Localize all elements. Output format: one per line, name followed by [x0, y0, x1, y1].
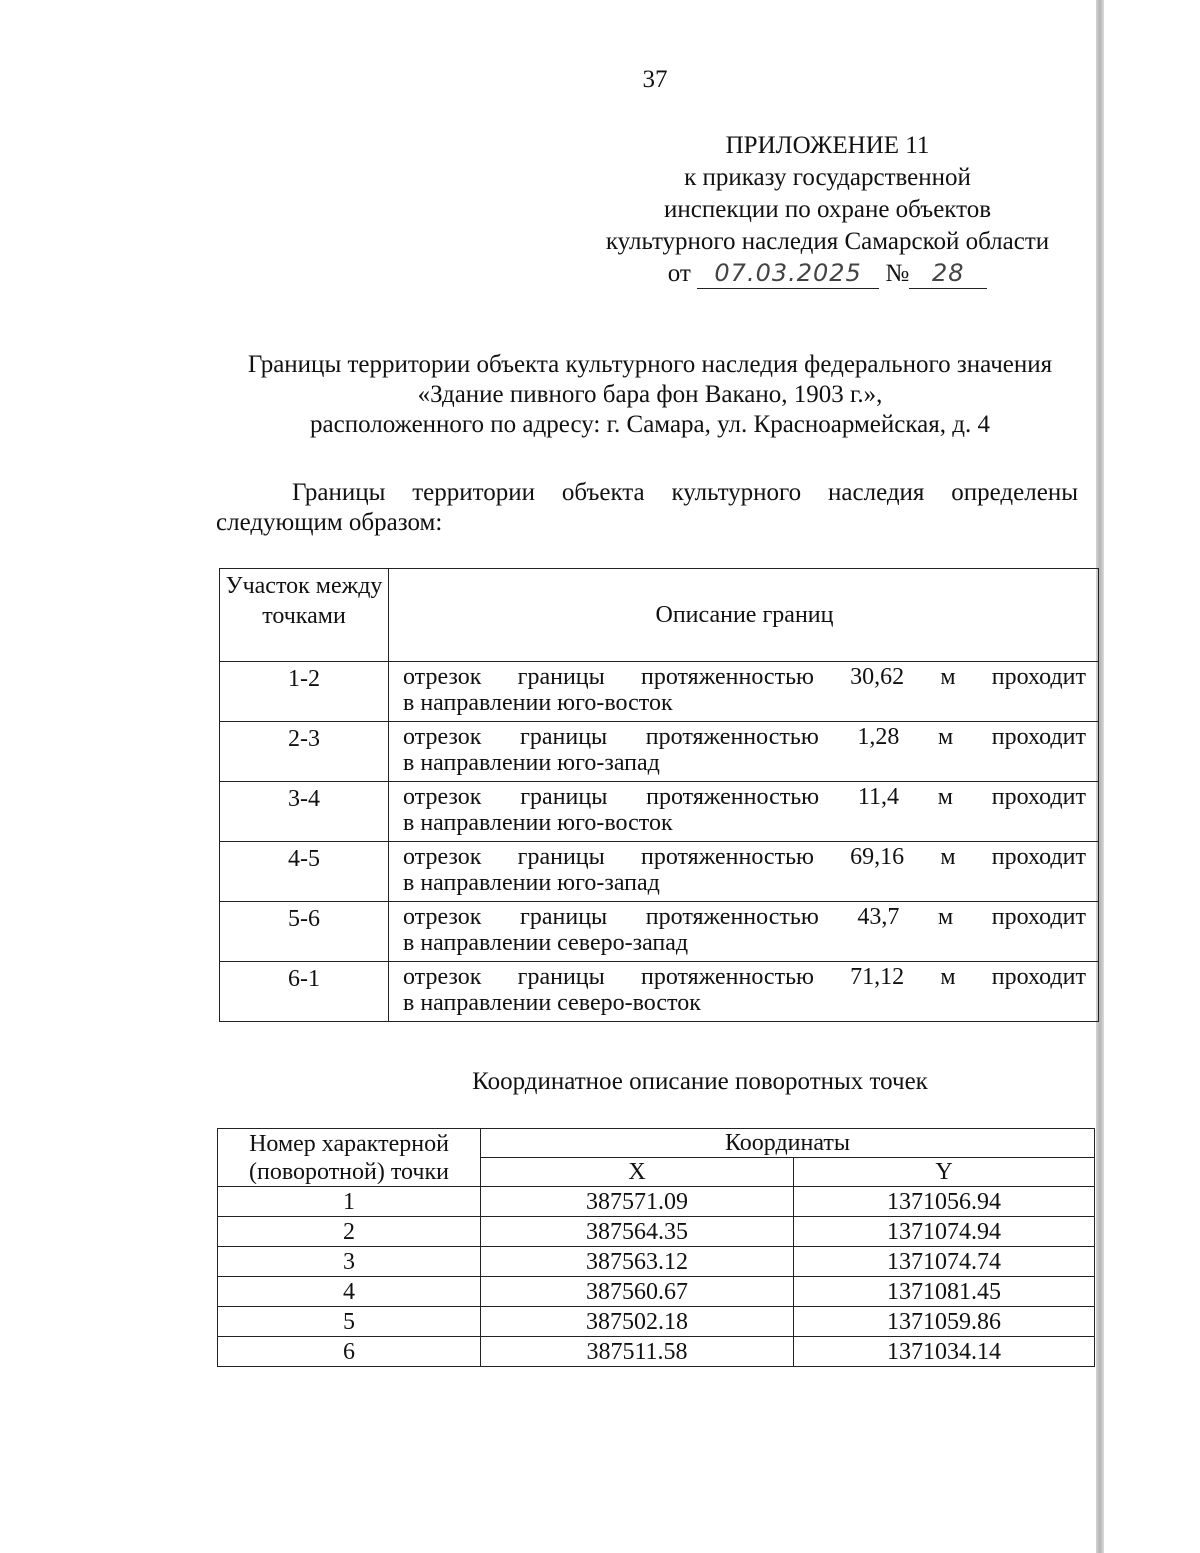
- intro-paragraph: [216, 478, 1078, 538]
- word: границы: [520, 784, 608, 810]
- segment-direction: в направлении юго-восток: [403, 810, 673, 836]
- word: отрезок: [403, 664, 482, 690]
- x-coordinate-cell: 387563.12: [481, 1247, 794, 1277]
- title-line-3: расположенного по адресу: г. Самара, ул. Красноармейская, д. 4: [310, 411, 990, 438]
- word: отрезок: [403, 964, 482, 990]
- x-coordinate-cell: 387511.58: [481, 1337, 794, 1367]
- segment-length: 43,7: [857, 904, 900, 930]
- boundary-row: [220, 782, 1099, 842]
- header-x: X: [481, 1158, 794, 1187]
- from-label: от: [667, 260, 691, 287]
- segment-direction: в направлении северо-запад: [403, 930, 689, 956]
- segment-cell: 4-5: [220, 842, 389, 902]
- word: протяженностью: [645, 904, 819, 930]
- description-cell: [389, 902, 1099, 962]
- order-date-line: [668, 258, 987, 290]
- description-line-1: [403, 664, 1086, 690]
- segment-direction: в направлении северо-восток: [403, 990, 701, 1016]
- coordinate-row: [218, 1307, 1095, 1337]
- word: проходит: [991, 964, 1086, 990]
- description-line-1: [403, 784, 1086, 810]
- description-cell: [389, 962, 1099, 1022]
- word: границы: [517, 964, 605, 990]
- length-unit: м: [940, 844, 956, 870]
- segment-cell: 5-6: [220, 902, 389, 962]
- segment-cell: 6-1: [220, 962, 389, 1022]
- length-unit: м: [940, 664, 956, 690]
- segment-direction: в направлении юго-запад: [403, 870, 660, 896]
- length-unit: м: [940, 964, 956, 990]
- word: отрезок: [403, 784, 482, 810]
- segment-cell: 3-4: [220, 782, 389, 842]
- coordinates-table: [217, 1128, 1095, 1367]
- segment-length: 71,12: [850, 964, 905, 990]
- length-unit: м: [937, 784, 953, 810]
- word: отрезок: [403, 844, 482, 870]
- boundary-row: [220, 962, 1099, 1022]
- boundary-row: [220, 662, 1099, 722]
- segment-length: 30,62: [850, 664, 905, 690]
- y-coordinate-cell: 1371034.14: [794, 1337, 1095, 1367]
- segment-direction: в направлении юго-запад: [403, 750, 660, 776]
- header-coordinates: Координаты: [481, 1129, 1095, 1158]
- coordinate-row: [218, 1247, 1095, 1277]
- point-number-cell: 5: [218, 1307, 481, 1337]
- segment-length: 1,28: [857, 724, 900, 750]
- appendix-line-3: культурного наследия Самарской области: [605, 228, 1050, 255]
- word: протяженностью: [645, 724, 819, 750]
- word: протяженностью: [640, 844, 814, 870]
- word: границы: [517, 664, 605, 690]
- coordinate-row: [218, 1187, 1095, 1217]
- order-number: [909, 259, 987, 289]
- coordinates-title: Координатное описание поворотных точек: [472, 1068, 928, 1095]
- description-cell: [389, 782, 1099, 842]
- word: проходит: [991, 664, 1086, 690]
- word: проходит: [991, 724, 1086, 750]
- boundary-row: [220, 902, 1099, 962]
- point-number-cell: 6: [218, 1337, 481, 1367]
- description-cell: [389, 662, 1099, 722]
- appendix-title: ПРИЛОЖЕНИЕ 11: [725, 132, 930, 159]
- word: протяженностью: [646, 784, 820, 810]
- word: проходит: [991, 904, 1086, 930]
- header-point-line-1: Номер характерной: [249, 1130, 449, 1157]
- description-line-1: [403, 964, 1086, 990]
- segment-cell: 2-3: [220, 722, 389, 782]
- order-date: [697, 259, 879, 289]
- word: границы: [520, 904, 608, 930]
- word: границы: [517, 844, 605, 870]
- description-line-1: [403, 904, 1086, 930]
- boundary-row: [220, 722, 1099, 782]
- y-coordinate-cell: 1371074.94: [794, 1217, 1095, 1247]
- y-coordinate-cell: 1371059.86: [794, 1307, 1095, 1337]
- word: проходит: [991, 844, 1086, 870]
- boundaries-table: [219, 568, 1099, 1022]
- header-segment: Участок между точками: [220, 569, 389, 662]
- document-title: [210, 350, 1090, 440]
- point-number-cell: 4: [218, 1277, 481, 1307]
- segment-direction: в направлении юго-восток: [403, 690, 673, 716]
- point-number-cell: 2: [218, 1217, 481, 1247]
- handwritten-number: 28: [931, 259, 965, 287]
- word: проходит: [991, 784, 1086, 810]
- header-point-line-2: (поворотной) точки: [249, 1158, 449, 1185]
- word: протяженностью: [640, 964, 814, 990]
- word: отрезок: [403, 904, 482, 930]
- coordinate-row: [218, 1217, 1095, 1247]
- y-coordinate-cell: 1371056.94: [794, 1187, 1095, 1217]
- number-label: №: [885, 260, 910, 287]
- header-description: Описание границ: [389, 569, 1099, 662]
- header-y: Y: [794, 1158, 1095, 1187]
- segment-length: 11,4: [857, 784, 899, 810]
- word: отрезок: [403, 724, 482, 750]
- appendix-header: [560, 130, 1095, 290]
- x-coordinate-cell: 387560.67: [481, 1277, 794, 1307]
- segment-cell: 1-2: [220, 662, 389, 722]
- title-line-2: «Здание пивного бара фон Вакано, 1903 г.»,: [417, 381, 883, 408]
- description-line-1: [403, 844, 1086, 870]
- description-line-1: [403, 724, 1086, 750]
- word: протяженностью: [640, 664, 814, 690]
- coordinate-row: [218, 1337, 1095, 1367]
- x-coordinate-cell: 387502.18: [481, 1307, 794, 1337]
- intro-text: Границы территории объекта культурного наследия определены следующим образом:: [216, 479, 1078, 536]
- page-number: 37: [642, 66, 668, 93]
- description-cell: [389, 722, 1099, 782]
- x-coordinate-cell: 387564.35: [481, 1217, 794, 1247]
- header-point: [218, 1129, 481, 1187]
- length-unit: м: [937, 904, 954, 930]
- description-cell: [389, 842, 1099, 902]
- x-coordinate-cell: 387571.09: [481, 1187, 794, 1217]
- appendix-line-1: к приказу государственной: [684, 164, 971, 191]
- coordinate-row: [218, 1277, 1095, 1307]
- point-number-cell: 1: [218, 1187, 481, 1217]
- y-coordinate-cell: 1371081.45: [794, 1277, 1095, 1307]
- title-line-1: Границы территории объекта культурного наследия федерального значения: [247, 351, 1053, 378]
- handwritten-date: 07.03.2025: [714, 259, 862, 287]
- length-unit: м: [937, 724, 954, 750]
- word: границы: [520, 724, 608, 750]
- boundary-row: [220, 842, 1099, 902]
- y-coordinate-cell: 1371074.74: [794, 1247, 1095, 1277]
- point-number-cell: 3: [218, 1247, 481, 1277]
- segment-length: 69,16: [850, 844, 905, 870]
- appendix-line-2: инспекции по охране объектов: [663, 196, 992, 223]
